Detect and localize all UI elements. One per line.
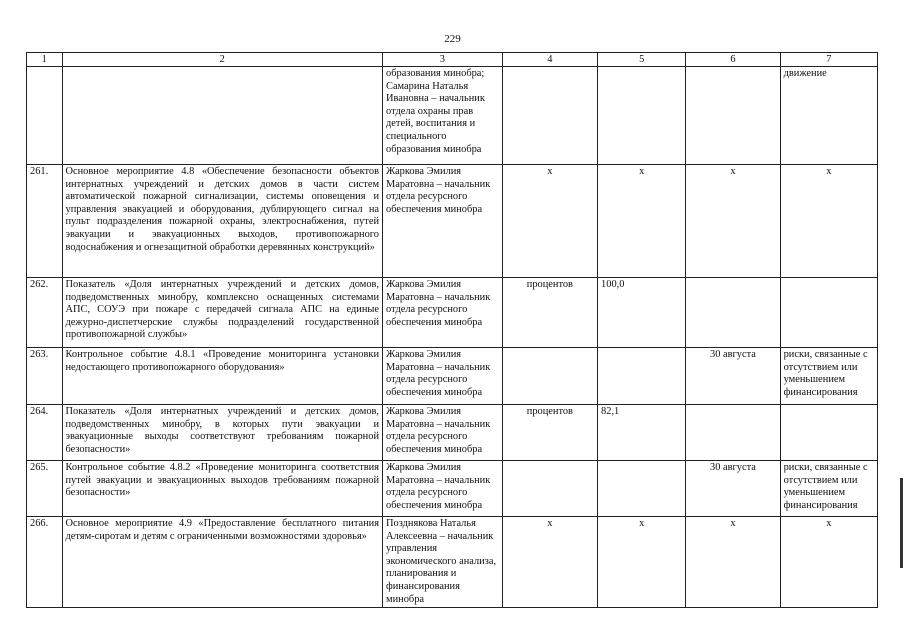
header-cell-1: 1 (27, 53, 63, 67)
target-value: х (598, 517, 686, 608)
row-number: 264. (27, 405, 63, 461)
table-row (27, 461, 878, 517)
risk-description: риски, связанные с отсутствием или уменьшением финансирования (780, 461, 877, 517)
risk-description: риски, связанные с отсутствием или уменьшением финансирования (780, 348, 877, 405)
table-row (27, 67, 878, 165)
responsible-person: Жаркова Эмилия Маратовна – начальник отдела ресурсного обеспечения минобра (383, 278, 503, 348)
deadline (686, 405, 780, 461)
target-value (598, 461, 686, 517)
risk-description (780, 405, 877, 461)
target-value: х (598, 165, 686, 278)
deadline: х (686, 517, 780, 608)
deadline: х (686, 165, 780, 278)
target-value: 100,0 (598, 278, 686, 348)
item-name: Контрольное событие 4.8.1 «Проведение мониторинга установки недостающего противопожарного оборудования» (62, 348, 383, 405)
risk-description: х (780, 517, 877, 608)
row-number: 263. (27, 348, 63, 405)
risk-description: движение (780, 67, 877, 165)
table-row (27, 278, 878, 348)
unit-of-measure: процентов (502, 405, 597, 461)
responsible-person: Позднякова Наталья Алексеевна – начальник управления экономического анализа, планирования и финансирования минобра (383, 517, 503, 608)
deadline: 30 августа (686, 461, 780, 517)
header-cell-6: 6 (686, 53, 780, 67)
header-cell-3: 3 (383, 53, 503, 67)
unit-of-measure: х (502, 517, 597, 608)
responsible-person: образования минобра; Самарина Наталья Ивановна – начальник отдела охраны прав детей, воспитания и специального образования минобра (383, 67, 503, 165)
header-cell-4: 4 (502, 53, 597, 67)
scan-edge-mark (900, 478, 903, 568)
deadline (686, 67, 780, 165)
responsible-person: Жаркова Эмилия Маратовна – начальник отдела ресурсного обеспечения минобра (383, 461, 503, 517)
unit-of-measure: х (502, 165, 597, 278)
header-cell-7: 7 (780, 53, 877, 67)
header-cell-5: 5 (598, 53, 686, 67)
row-number: 262. (27, 278, 63, 348)
target-value (598, 67, 686, 165)
deadline (686, 278, 780, 348)
item-name: Основное мероприятие 4.8 «Обеспечение безопасности объектов интернатных учреждений и детских домов в части систем автоматической пожарной сигнализации, системы оповещения и управления эвакуацией и оборудования, дублирующего сигнал на пульт подразделения пожарной охраны, электроснабжения, путей эвакуации и эвакуационных выходов, противопожарного водоснабжения и огнезащитной обработки деревянных конструкций» (62, 165, 383, 278)
row-number: 266. (27, 517, 63, 608)
table-row (27, 348, 878, 405)
table-row (27, 165, 878, 278)
risk-description: х (780, 165, 877, 278)
row-number: 261. (27, 165, 63, 278)
item-name: Показатель «Доля интернатных учреждений и детских домов, подведомственных минобру, комплексно оснащенных системами АПС, СОУЭ при пожаре с передачей сигнала АПС на единые дежурно-диспетчерские службы подразделений государственной противопожарной службы» (62, 278, 383, 348)
document-table (26, 52, 878, 608)
item-name (62, 67, 383, 165)
unit-of-measure (502, 67, 597, 165)
page-number: 229 (444, 33, 461, 45)
table-row (27, 517, 878, 608)
deadline: 30 августа (686, 348, 780, 405)
responsible-person: Жаркова Эмилия Маратовна – начальник отдела ресурсного обеспечения минобра (383, 348, 503, 405)
item-name: Контрольное событие 4.8.2 «Проведение мониторинга соответствия путей эвакуации и эвакуационных выходов требованиям пожарной безопасности» (62, 461, 383, 517)
header-cell-2: 2 (62, 53, 383, 67)
header-row (27, 53, 878, 67)
item-name: Показатель «Доля интернатных учреждений и детских домов, подведомственных минобру, в которых пути эвакуации и эвакуационные выходы соответствуют требованиям пожарной безопасности» (62, 405, 383, 461)
row-number: 265. (27, 461, 63, 517)
risk-description (780, 278, 877, 348)
target-value: 82,1 (598, 405, 686, 461)
row-number (27, 67, 63, 165)
responsible-person: Жаркова Эмилия Маратовна – начальник отдела ресурсного обеспечения минобра (383, 165, 503, 278)
unit-of-measure (502, 461, 597, 517)
unit-of-measure: процентов (502, 278, 597, 348)
responsible-person: Жаркова Эмилия Маратовна – начальник отдела ресурсного обеспечения минобра (383, 405, 503, 461)
unit-of-measure (502, 348, 597, 405)
table-row (27, 405, 878, 461)
target-value (598, 348, 686, 405)
item-name: Основное мероприятие 4.9 «Предоставление бесплатного питания детям-сиротам и детям с ограниченными возможностями здоровья» (62, 517, 383, 608)
